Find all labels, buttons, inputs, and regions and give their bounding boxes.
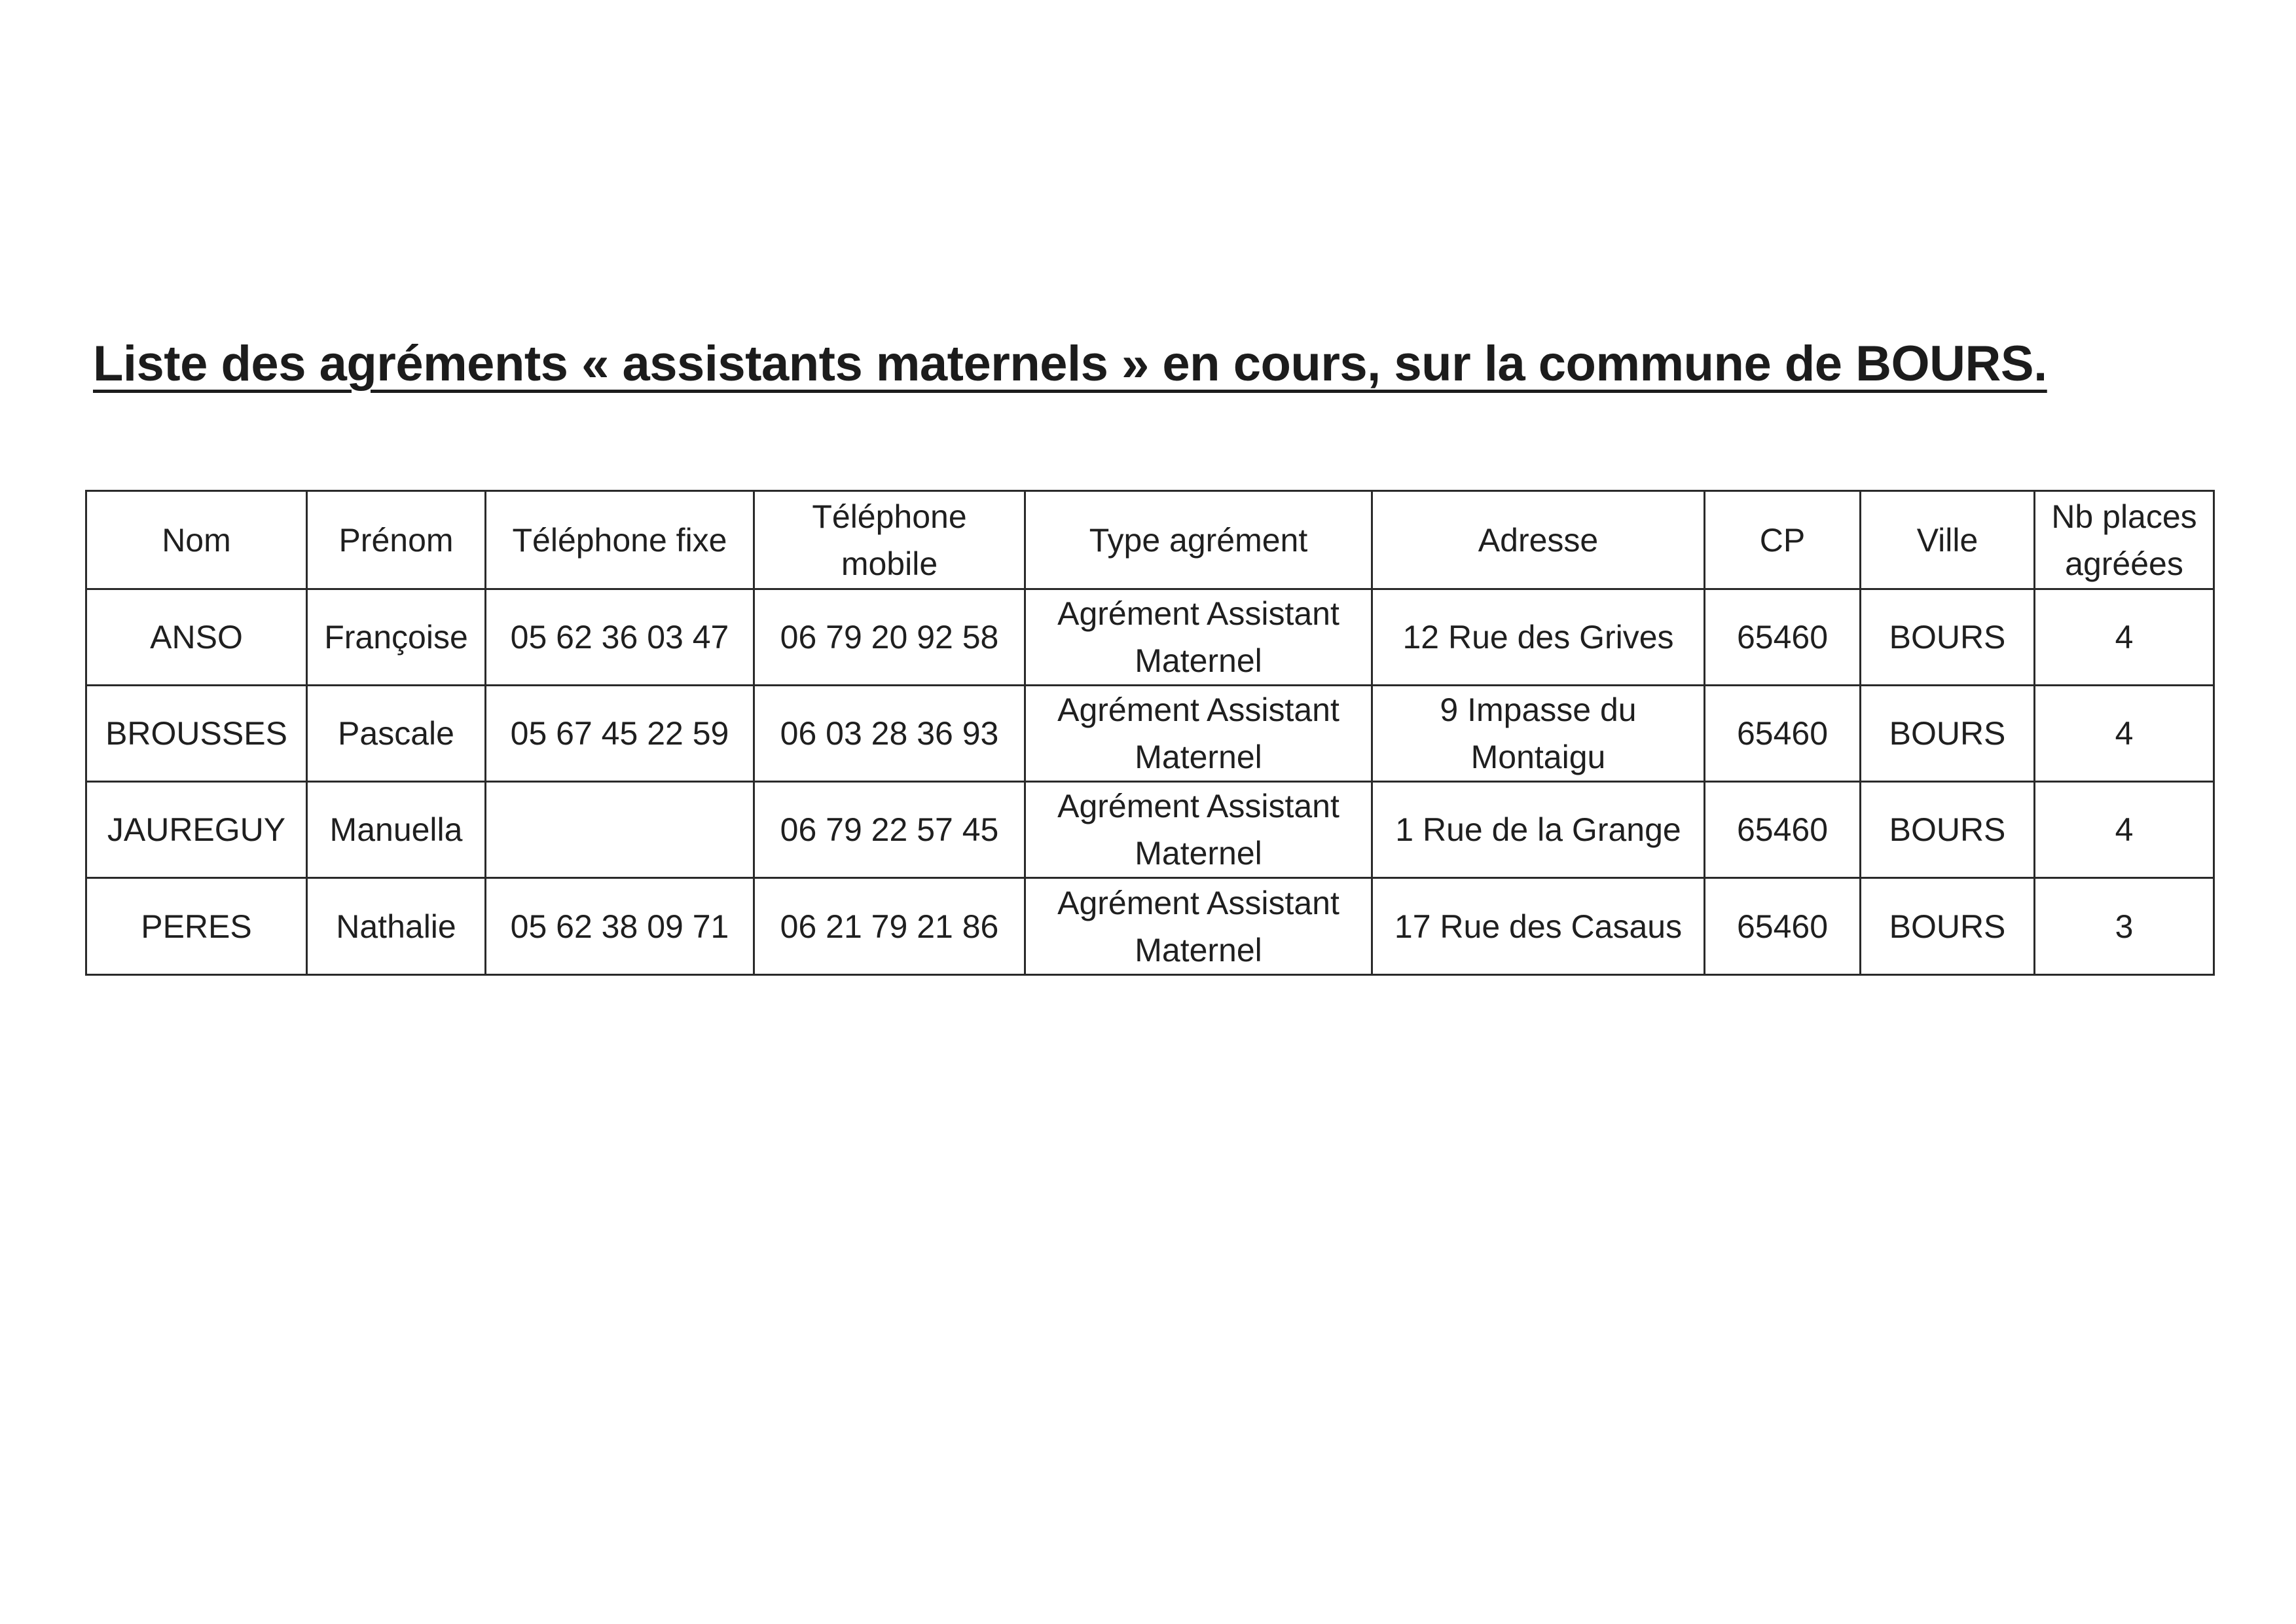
header-nom: Nom: [86, 491, 307, 589]
cell-cp: 65460: [1705, 878, 1861, 975]
cell-telephone-fixe: 05 67 45 22 59: [486, 686, 754, 782]
cell-adresse: 1 Rue de la Grange: [1372, 782, 1705, 878]
table-row: [86, 589, 2214, 686]
table-row: [86, 782, 2214, 878]
cell-nom: ANSO: [86, 589, 307, 686]
header-nb-places: Nb places agréées: [2035, 491, 2214, 589]
cell-prenom: Françoise: [307, 589, 486, 686]
cell-telephone-mobile: 06 79 20 92 58: [754, 589, 1025, 686]
header-cp: CP: [1705, 491, 1861, 589]
cell-prenom: Pascale: [307, 686, 486, 782]
cell-nom: BROUSSES: [86, 686, 307, 782]
cell-type-agrement: Agrément Assistant Maternel: [1025, 686, 1372, 782]
header-ville: Ville: [1861, 491, 2035, 589]
cell-type-agrement: Agrément Assistant Maternel: [1025, 782, 1372, 878]
cell-telephone-fixe: 05 62 36 03 47: [486, 589, 754, 686]
cell-prenom: Nathalie: [307, 878, 486, 975]
table-row: [86, 686, 2214, 782]
cell-type-agrement: Agrément Assistant Maternel: [1025, 878, 1372, 975]
cell-telephone-fixe: 05 62 38 09 71: [486, 878, 754, 975]
cell-type-agrement: Agrément Assistant Maternel: [1025, 589, 1372, 686]
table-header-row: [86, 491, 2214, 589]
cell-ville: BOURS: [1861, 782, 2035, 878]
header-adresse: Adresse: [1372, 491, 1705, 589]
cell-adresse: 12 Rue des Grives: [1372, 589, 1705, 686]
cell-ville: BOURS: [1861, 589, 2035, 686]
document-title: Liste des agréments « assistants maternels » en cours, sur la commune de BOURS.: [93, 336, 2047, 392]
cell-cp: 65460: [1705, 589, 1861, 686]
cell-nom: PERES: [86, 878, 307, 975]
header-telephone-mobile: Téléphone mobile: [754, 491, 1025, 589]
cell-adresse: 17 Rue des Casaus: [1372, 878, 1705, 975]
cell-prenom: Manuella: [307, 782, 486, 878]
cell-ville: BOURS: [1861, 878, 2035, 975]
cell-ville: BOURS: [1861, 686, 2035, 782]
header-prenom: Prénom: [307, 491, 486, 589]
cell-nb-places: 4: [2035, 589, 2214, 686]
cell-telephone-mobile: 06 21 79 21 86: [754, 878, 1025, 975]
cell-telephone-mobile: 06 79 22 57 45: [754, 782, 1025, 878]
cell-nb-places: 4: [2035, 782, 2214, 878]
header-type-agrement: Type agrément: [1025, 491, 1372, 589]
cell-nb-places: 3: [2035, 878, 2214, 975]
cell-telephone-fixe: [486, 782, 754, 878]
header-telephone-fixe: Téléphone fixe: [486, 491, 754, 589]
cell-nom: JAUREGUY: [86, 782, 307, 878]
cell-adresse: 9 Impasse du Montaigu: [1372, 686, 1705, 782]
cell-nb-places: 4: [2035, 686, 2214, 782]
cell-cp: 65460: [1705, 782, 1861, 878]
cell-cp: 65460: [1705, 686, 1861, 782]
table-row: [86, 878, 2214, 975]
cell-telephone-mobile: 06 03 28 36 93: [754, 686, 1025, 782]
agrements-table: [85, 490, 2215, 976]
